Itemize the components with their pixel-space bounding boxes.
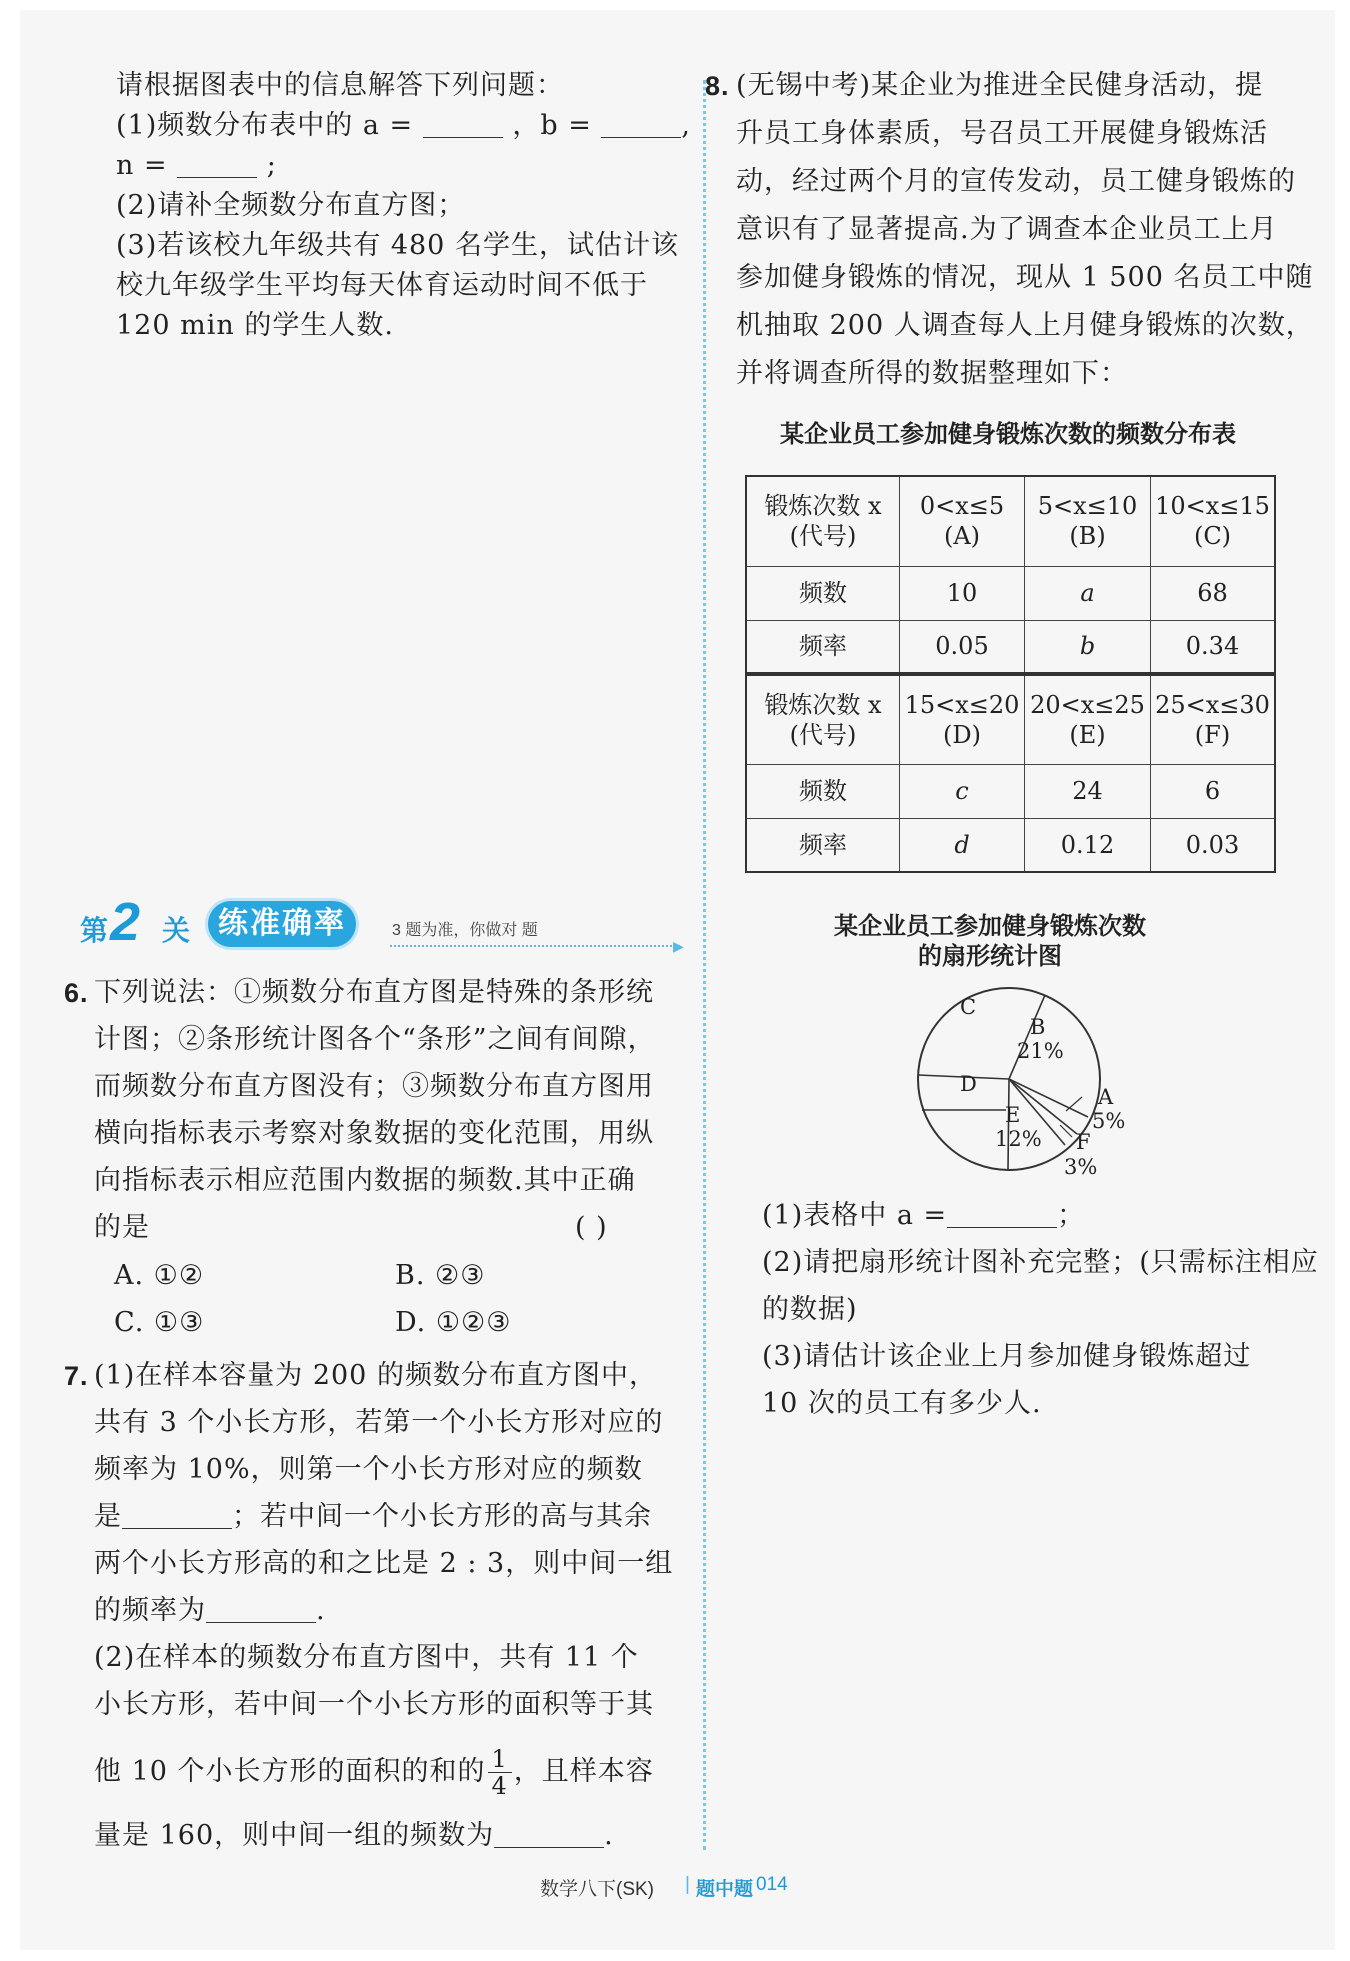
q8-line7: 并将调查所得的数据整理如下： xyxy=(736,358,1128,389)
pie-label-a: A xyxy=(1098,1085,1114,1109)
table-header-cell: 20<x≤25 (E) xyxy=(1025,674,1151,764)
answer-blank-b[interactable] xyxy=(601,109,681,138)
answer-blank-q7-3[interactable] xyxy=(494,1819,604,1848)
q8-sub1-label: (1)表格中 a = xyxy=(762,1200,948,1231)
table-cell: 0.05 xyxy=(900,620,1025,674)
pie-leader-a xyxy=(1066,1097,1082,1111)
q-part1-a-label: (1)频数分布表中的 a = xyxy=(116,110,414,141)
q7-line10 xyxy=(94,1818,614,1854)
table-header-cell: 锻炼次数 x (代号) xyxy=(746,476,900,566)
pie-label-c: C xyxy=(960,995,977,1019)
q8-sub3-line1: (3)请估计该企业上月参加健身锻炼超过 xyxy=(762,1341,1252,1372)
q-part3-line1: (3)若该校九年级共有 480 名学生，试估计该 xyxy=(116,230,679,261)
q8-sub3-line2: 10 次的员工有多少人. xyxy=(762,1388,1042,1419)
banner-dotted-line xyxy=(390,945,680,947)
q7-line9 xyxy=(94,1742,654,1802)
arrow-right-icon: ▶ xyxy=(673,939,684,955)
q8-sub1-end: ； xyxy=(1057,1200,1086,1231)
answer-blank-q7-1[interactable] xyxy=(122,1500,232,1529)
q7-line6-b: . xyxy=(316,1595,326,1626)
pie-title-line1: 某企业员工参加健身锻炼次数 xyxy=(834,913,1146,940)
q6-option-a[interactable]: A. ①② xyxy=(114,1260,205,1291)
q7-line10-a: 量是 160，则中间一组的频数为 xyxy=(94,1820,495,1851)
footer-book: 数学八下(SK) xyxy=(540,1879,655,1900)
footer-separator: | xyxy=(685,1874,690,1895)
table-cell: d xyxy=(900,818,1025,872)
q-part3-line2: 校九年级学生平均每天体育运动时间不低于 xyxy=(116,270,648,301)
banner-guan: 关 xyxy=(162,915,191,946)
q-part1-n-label: n = xyxy=(116,150,168,181)
table-cell: 10 xyxy=(900,566,1025,620)
q6-line1: 下列说法：①频数分布直方图是特殊的条形统 xyxy=(94,977,654,1008)
q7-line4-b: ；若中间一个小长方形的高与其余 xyxy=(232,1501,652,1532)
table-cell: 频率 xyxy=(746,620,900,674)
fraction-numerator: 1 xyxy=(488,1746,512,1773)
q8-number: 8. xyxy=(705,71,730,101)
q8-line5: 参加健身锻炼的情况，现从 1 500 名员工中随 xyxy=(736,262,1314,293)
q7-line7: (2)在样本的频数分布直方图中，共有 11 个 xyxy=(94,1642,639,1673)
table-row xyxy=(746,476,1275,566)
banner-title-pill: 练准确率 xyxy=(208,901,356,947)
table-cell: 频率 xyxy=(746,818,900,872)
q6-line3: 而频数分布直方图没有；③频数分布直方图用 xyxy=(94,1071,654,1102)
frequency-table xyxy=(745,475,1276,873)
pie-label-f-pct: 3% xyxy=(1064,1155,1098,1179)
pie-label-e: E xyxy=(1005,1103,1021,1127)
pie-label-d: D xyxy=(960,1072,977,1096)
banner-di: 第 xyxy=(80,915,109,946)
table-title: 某企业员工参加健身锻炼次数的频数分布表 xyxy=(780,421,1236,448)
q-part1-b-label: ，b = xyxy=(512,110,592,141)
table-cell: 0.12 xyxy=(1025,818,1151,872)
pie-label-a-pct: 5% xyxy=(1092,1109,1126,1133)
banner-number: 2 xyxy=(110,892,141,952)
fraction-denominator: 4 xyxy=(491,1772,508,1800)
table-cell: b xyxy=(1025,620,1151,674)
table-header-cell: 0<x≤5 (A) xyxy=(900,476,1025,566)
q-part1: (1)频数分布表中的 a = ，b = , xyxy=(116,110,692,141)
q8-line1: (无锡中考)某企业为推进全民健身活动，提 xyxy=(736,70,1264,101)
table-row xyxy=(746,566,1275,620)
table-cell: a xyxy=(1025,566,1151,620)
q7-line4-a: 是 xyxy=(94,1501,122,1532)
q-part2: (2)请补全频数分布直方图； xyxy=(116,190,466,221)
section-banner xyxy=(80,892,684,965)
fraction-quarter xyxy=(488,1746,512,1799)
workbook-page xyxy=(20,10,1335,1950)
table-row xyxy=(746,674,1275,764)
intro-text: 请根据图表中的信息解答下列问题： xyxy=(116,70,564,101)
q8-line3: 动，经过两个月的宣传发动，员工健身锻炼的 xyxy=(736,166,1296,197)
q8-sub2-line2: 的数据) xyxy=(762,1294,858,1325)
table-header-cell: 10<x≤15 (C) xyxy=(1151,476,1276,566)
table-cell: 24 xyxy=(1025,764,1151,818)
q6-line4: 横向指标表示考察对象数据的变化范围，用纵 xyxy=(94,1118,654,1149)
q7-line9-b: ，且样本容 xyxy=(513,1756,654,1787)
q7-line3: 频率为 10%，则第一个小长方形对应的频数 xyxy=(94,1454,643,1485)
table-row xyxy=(746,764,1275,818)
q7-number: 7. xyxy=(64,1361,89,1391)
table-cell: 频数 xyxy=(746,764,900,818)
table-header-cell: 5<x≤10 (B) xyxy=(1025,476,1151,566)
q6-option-c[interactable]: C. ①③ xyxy=(114,1307,205,1338)
q8-sub2-line1: (2)请把扇形统计图补充完整；(只需标注相应 xyxy=(762,1247,1319,1278)
table-header-cell: 25<x≤30 (F) xyxy=(1151,674,1276,764)
column-divider xyxy=(703,80,706,1850)
q7-line9-a: 他 10 个小长方形的面积的和的 xyxy=(94,1756,486,1787)
answer-blank-a[interactable] xyxy=(423,109,503,138)
table-cell: c xyxy=(900,764,1025,818)
footer-brand: 题中题 xyxy=(696,1879,754,1900)
q6-line5: 向指标表示相应范围内数据的频数.其中正确 xyxy=(94,1165,636,1196)
q8-line2: 升员工身体素质，号召员工开展健身锻炼活 xyxy=(736,118,1268,149)
q7-line10-b: . xyxy=(604,1820,614,1851)
answer-blank-n[interactable] xyxy=(177,149,257,178)
q6-line6: 的是 xyxy=(94,1212,150,1243)
answer-blank-q8-a[interactable] xyxy=(947,1199,1057,1228)
table-header-cell: 15<x≤20 (D) xyxy=(900,674,1025,764)
q6-number: 6. xyxy=(64,978,89,1008)
q7-line6 xyxy=(94,1593,326,1629)
table-header-cell: 锻炼次数 x (代号) xyxy=(746,674,900,764)
table-row xyxy=(746,818,1275,872)
page-number: 014 xyxy=(756,1874,788,1895)
q8-line4: 意识有了显著提高.为了调查本企业员工上月 xyxy=(736,214,1278,245)
q-part3-line3: 120 min 的学生人数. xyxy=(116,310,394,341)
q7-line2: 共有 3 个小长方形，若第一个小长方形对应的 xyxy=(94,1407,664,1438)
table-cell: 0.34 xyxy=(1151,620,1276,674)
table-cell: 0.03 xyxy=(1151,818,1276,872)
pie-label-b-pct: 21% xyxy=(1017,1039,1064,1063)
q6-line2: 计图；②条形统计图各个“条形”之间有间隙， xyxy=(94,1024,656,1055)
table-cell: 68 xyxy=(1151,566,1276,620)
answer-blank-q7-2[interactable] xyxy=(206,1594,316,1623)
q7-line6-a: 的频率为 xyxy=(94,1595,206,1626)
pie-leader-f xyxy=(1060,1125,1072,1137)
q7-line1: (1)在样本容量为 200 的频数分布直方图中， xyxy=(94,1360,657,1391)
q8-sub1 xyxy=(762,1198,1085,1234)
banner-note: 3 题为准，你做对 题 xyxy=(392,922,538,939)
q6-option-d[interactable]: D. ①②③ xyxy=(395,1307,512,1338)
table-cell: 频数 xyxy=(746,566,900,620)
q-part1-n: n = ; xyxy=(116,150,277,181)
q7-line5: 两个小长方形高的和之比是 2 : 3，则中间一组 xyxy=(94,1548,674,1579)
pie-label-e-pct: 12% xyxy=(995,1127,1042,1151)
q6-option-b[interactable]: B. ②③ xyxy=(395,1260,486,1291)
pie-title-line2: 的扇形统计图 xyxy=(918,943,1062,970)
pie-label-b: B xyxy=(1030,1015,1046,1039)
q7-line8: 小长方形，若中间一个小长方形的面积等于其 xyxy=(94,1689,654,1720)
table-row xyxy=(746,620,1275,674)
q8-line6: 机抽取 200 人调查每人上月健身锻炼的次数， xyxy=(736,310,1314,341)
q6-answer-paren[interactable]: ( ) xyxy=(575,1212,608,1243)
table-cell: 6 xyxy=(1151,764,1276,818)
q7-line4 xyxy=(94,1499,652,1535)
pie-label-f: F xyxy=(1076,1130,1091,1154)
